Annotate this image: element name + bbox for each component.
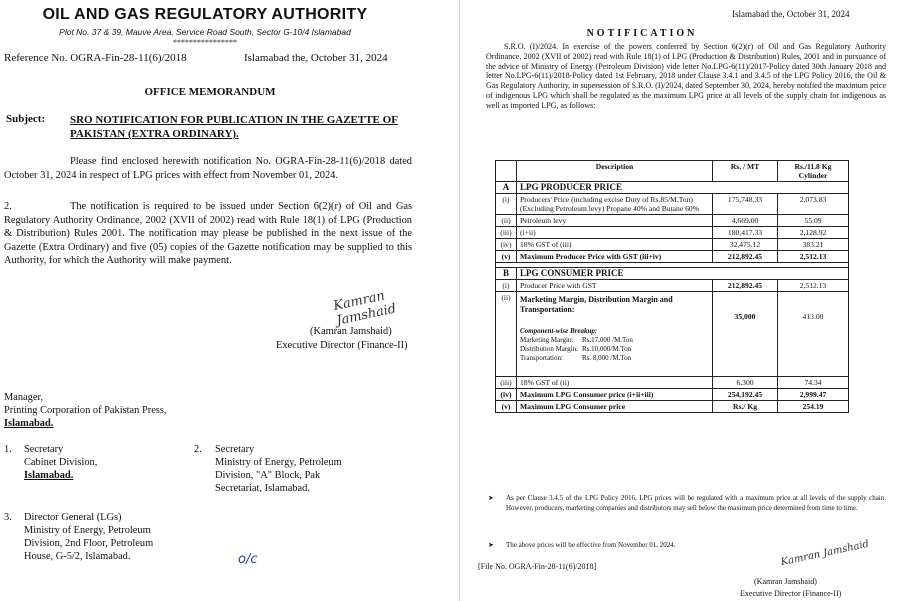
table-row [496, 194, 849, 215]
handwritten-mark: o/c [238, 552, 258, 567]
header-rs-cylinder: Rs./11.8 Kg Cylinder [778, 161, 849, 182]
row-value-cylinder: 55.09 [778, 215, 849, 227]
row-value-cylinder: 2,128.92 [778, 227, 849, 239]
subject-text: SRO NOTIFICATION FOR PUBLICATION IN THE GAZETTE OF PAKISTAN (EXTRA ORDINARY). [70, 114, 398, 140]
breakup-line-3 [520, 354, 709, 375]
header-rs-mt: Rs. / MT [713, 161, 778, 182]
breakup-line-2 [520, 345, 709, 354]
row-index: (iv) [496, 389, 517, 401]
header-description: Description [517, 161, 713, 182]
breakup-label: Transportation: [520, 354, 563, 362]
cc-3-line-1: Director General (LGs) [24, 512, 122, 523]
recipient-line-1: Manager, [4, 392, 44, 403]
section-a-label: A [496, 182, 517, 194]
header-index [496, 161, 517, 182]
section-a-row [496, 182, 849, 194]
cc-2-line-1: Secretary [215, 444, 255, 455]
row-index: (v) [496, 401, 517, 413]
notification-page [462, 0, 900, 601]
row-description: Marketing Margin, Distribution Margin and Transportation: [520, 295, 673, 314]
cc-1-number: 1. [4, 444, 12, 455]
breakup-value: Rs. 8,000 /M.Ton [582, 354, 632, 362]
row-description: Petroleum levy [517, 215, 713, 227]
breakup-label: Marketing Margin: [520, 336, 574, 344]
breakup-value: Rs.17,000 /M.Ton [582, 336, 633, 344]
breakup-line-1 [520, 336, 709, 345]
bullet-arrow-icon: ➤ [488, 494, 494, 502]
row-value-mt: 180,417.33 [713, 227, 778, 239]
recipient-line-2: Printing Corporation of Pakistan Press, [4, 405, 167, 416]
row-value-mt: 4,669.00 [713, 215, 778, 227]
paragraph-2-number: 2. [4, 201, 12, 212]
breakup-value: Rs.10,000/M.Ton [582, 345, 632, 353]
bullet-2-text: The above prices will be effective from November 01, 2024. [506, 541, 676, 549]
cc-2-line-2: Ministry of Energy, Petroleum [215, 457, 342, 468]
section-b-row [496, 268, 849, 280]
row-value-mt: Rs./ Kg [713, 401, 778, 413]
table-row [496, 389, 849, 401]
cc-1-line-1: Secretary [24, 444, 64, 455]
signer-title: Executive Director (Finance-II) [276, 340, 408, 351]
notification-date: Islamabad the, October 31, 2024 [732, 9, 850, 19]
signature: Kamran Jamshaid [779, 538, 871, 569]
row-index: (iii) [496, 377, 517, 389]
row-description: (i+ii) [517, 227, 713, 239]
cc-1-line-2: Cabinet Division, [24, 457, 98, 468]
memo-date: Islamabad the, October 31, 2024 [244, 52, 388, 64]
signer-name: (Kamran Jamshaid) [754, 577, 817, 586]
breakup-title: Component-wise Breakup: [520, 327, 598, 335]
org-title: OIL AND GAS REGULATORY AUTHORITY [42, 6, 368, 23]
row-index: (ii) [496, 215, 517, 227]
row-index: (i) [496, 280, 517, 292]
row-description: Producer Price with GST [517, 280, 713, 292]
cc-2-line-4: Secretariat, Islamabad. [215, 483, 310, 494]
section-b-title: LPG CONSUMER PRICE [517, 268, 849, 280]
row-value-mt: 212,892.45 [713, 280, 778, 292]
row-value-cylinder: 2,512.13 [778, 280, 849, 292]
row-index: (iv) [496, 239, 517, 251]
section-a-title: LPG PRODUCER PRICE [517, 182, 849, 194]
row-value-cylinder: 2,999.47 [778, 389, 849, 401]
row-value-mt: 175,748.33 [713, 194, 778, 215]
row-index: (ii) [496, 292, 517, 377]
memo-title: OFFICE MEMORANDUM [144, 86, 276, 98]
row-value-mt: 35,000 [713, 292, 778, 377]
signer-name: (Kamran Jamshaid) [310, 326, 392, 337]
table-header-row [496, 161, 849, 182]
row-description: Maximum Producer Price with GST (iii+iv) [517, 251, 713, 263]
org-address: Plot No. 37 & 39, Mauve Area, Service Road South, Sector G-10/4 Islamabad [59, 27, 351, 37]
cc-3-number: 3. [4, 512, 12, 523]
breakup-label: Distribution Margin: [520, 345, 579, 353]
row-description: 18% GST of (ii) [517, 377, 713, 389]
table-row [496, 377, 849, 389]
subject-label: Subject: [6, 113, 46, 125]
table-row [496, 280, 849, 292]
separator-stars: **************** [173, 38, 237, 47]
row-value-mt: 6,300 [713, 377, 778, 389]
row-description: Maximum LPG Consumer price (i+ii+iii) [517, 389, 713, 401]
cc-3-line-4: House, G-5/2, Islamabad. [24, 551, 131, 562]
reference-number: Reference No. OGRA-Fin-28-11(6)/2018 [4, 52, 187, 64]
cc-2-line-3: Division, "A" Block, Pak [215, 470, 321, 481]
cc-2-number: 2. [194, 444, 202, 455]
notification-heading: NOTIFICATION [586, 28, 698, 39]
cc-1-line-3: Islamabad. [24, 470, 74, 481]
row-value-cylinder: 254.19 [778, 401, 849, 413]
office-memorandum-page [0, 0, 440, 601]
table-row [496, 292, 849, 377]
row-index: (v) [496, 251, 517, 263]
paragraph-1: Please find enclosed herewith notification No. OGRA-Fin-28-11(6)/2018 dated October 31, 2024 in respect of LPG prices with effect from November 01, 2024. [4, 156, 412, 181]
cc-3-line-2: Ministry of Energy, Petroleum [24, 525, 151, 536]
row-value-mt: 32,475.12 [713, 239, 778, 251]
row-value-cylinder: 2,512.13 [778, 251, 849, 263]
row-value-cylinder: 383.21 [778, 239, 849, 251]
bullet-arrow-icon: ➤ [488, 541, 494, 549]
row-value-cylinder: 74.34 [778, 377, 849, 389]
table-row [496, 215, 849, 227]
table-row [496, 251, 849, 263]
row-value-cylinder: 413.00 [778, 292, 849, 377]
bullet-1-text: As per Clause 3.4.5 of the LPG Policy 2016, LPG prices will be regulated with a maximum price at all levels of the supply chain. However, producers, marketing companies and distributors may sell below the maximum price determined from time to time. [506, 494, 886, 512]
lpg-price-table [495, 160, 849, 413]
file-number: [File No. OGRA-Fin-28-11(6)/2018] [478, 562, 597, 571]
cc-3-line-3: Division, 2nd Floor, Petroleum [24, 538, 154, 549]
signer-title: Executive Director (Finance-II) [740, 589, 842, 598]
row-description: 18% GST of (iii) [517, 239, 713, 251]
table-row [496, 401, 849, 413]
recipient-line-3: Islamabad. [4, 418, 54, 429]
row-value-cylinder: 2,073.83 [778, 194, 849, 215]
table-row [496, 227, 849, 239]
table-row [496, 239, 849, 251]
notification-body: S.R.O. (I)/2024. In exercise of the powers conferred by Section 6(2)(r) of Oil and Gas Regulatory Authority Ordinance, 2002 (XVII of 2002) read with Rule 18(1) of LPG (Production & Distribution) Rules, 2001 and in pursuance of the advice of Ministry of Energy (Petroleum Division) vide letter No.LPG-6(11)/2017-Policy dated 30th January 2018 and letter No.LPG-6(11)/2018-Policy dated 1st February, 2018 under Clause 3.4.1 and 3.4.5 of the LPG Policy 2016, the Oil & Gas Regulatory Authority, in supersession of S.R.O. (I)/2024, dated September 30, 2024, hereby notified the maximum price of indigenous LPG which shall be regulated as the maximum LPG price at all levels of the supply chain for indigenous as well as imported LPG, as follows: [486, 42, 886, 110]
page-divider [459, 0, 460, 601]
row-description: Maximum LPG Consumer price [517, 401, 713, 413]
row-value-mt: 212,892.45 [713, 251, 778, 263]
row-index: (i) [496, 194, 517, 215]
row-description: Producers' Price (including excise Duty of Rs.85/M.Ton) (Excluding Petroleum levy) Propane 40% and Butane 60% [517, 194, 713, 215]
row-description-block [517, 292, 713, 377]
signature: Kamran Jamshaid [332, 288, 398, 329]
paragraph-2: The notification is required to be issued under Section 6(2)(r) of Oil and Gas Regulatory Authority Ordinance, 2002 (XVII of 2002) read with Rule 18(1) of LPG (Production & Distribution) Rules 2001. The notification may please be published in the next issue of the Gazette (Extra Ordinary) and five (05) copies of the Gazette notification may be supplied to this Authority, for which the Authority will make payment. [4, 201, 412, 267]
row-index: (iii) [496, 227, 517, 239]
section-b-label: B [496, 268, 517, 280]
row-value-mt: 254,192.45 [713, 389, 778, 401]
